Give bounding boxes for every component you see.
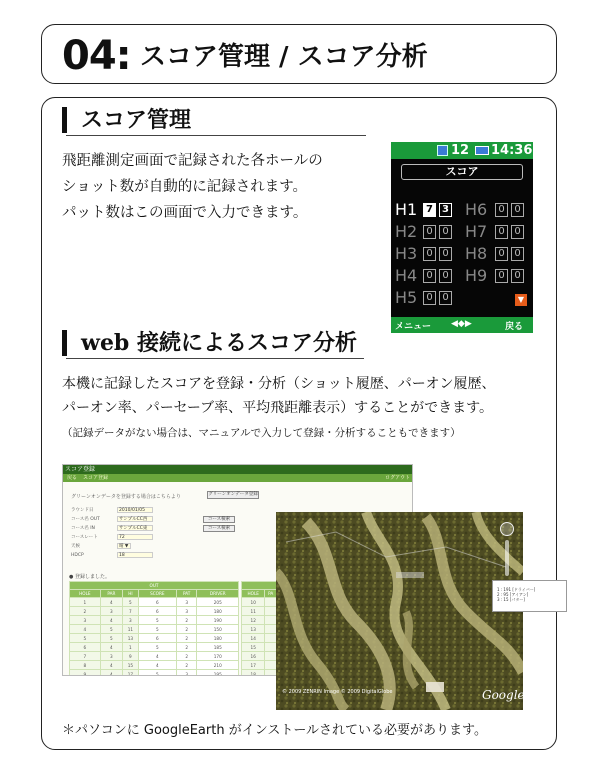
table-row: 8 4 15 4 2 210: [70, 661, 239, 670]
shot-info-popup: 1 : 191 [ドライバー] 2 : 95 [アイアン] 3 : 15 [パター]: [492, 580, 567, 612]
device-screen-title: スコア: [401, 164, 523, 180]
web-window-title: スコア登録: [63, 465, 413, 474]
device-time: 14:36: [491, 143, 533, 158]
battery-icon: [475, 146, 489, 155]
device-score-screen: 12 14:36 スコア H1 7 3 H2 0 0 H3 0 0 H4 0 0 H5 0 0 H6 0 0 H7 0 0 H8 0 0 H9 0 0 ▼ メニュー ◀◆▶ 戻る: [391, 142, 533, 333]
section-heading-web-analysis: web 接続によるスコア分析: [62, 330, 357, 356]
table-row: 4 5 11 5 2 150: [70, 625, 239, 634]
footnote: ＊パソコンに GoogleEarth がインストールされている必要があります。: [62, 723, 488, 738]
section-heading-score-management: スコア管理: [62, 107, 191, 133]
course-search-button-out[interactable]: コース検索: [203, 516, 235, 523]
compass-icon[interactable]: [500, 522, 514, 536]
table-group-header: OUT: [70, 582, 239, 590]
greenon-register-button[interactable]: グリーンオンデータ登録: [208, 492, 258, 497]
table-row: 16: [242, 652, 277, 661]
google-earth-map[interactable]: [276, 512, 523, 710]
map-credit: © 2009 ZENRIN Image © 2009 DigitalGlobe: [282, 689, 393, 695]
device-softkey-bar: [391, 317, 533, 333]
next-page-icon[interactable]: ▼: [515, 294, 527, 306]
back-softkey[interactable]: 戻る: [505, 322, 524, 332]
satellite-icon: [437, 145, 448, 156]
table-row: 12: [242, 616, 277, 625]
aerial-terrain: [276, 512, 523, 710]
heading-underline: [66, 358, 364, 359]
score-table-in: HOLE PA 10 11 12 13 14 15 16 17 18: [241, 581, 277, 676]
table-row: 9 4 17 5 3 195: [70, 670, 239, 677]
section2-note: （記録データがない場合は、マニュアルで入力して登録・分析することもできます）: [62, 427, 461, 439]
form-row-course-in: コース名 IN サンプルCC東: [71, 525, 95, 532]
table-row: 7 3 9 4 2 170: [70, 652, 239, 661]
table-row: 18: [242, 670, 277, 677]
table-row: 6 4 1 5 2 185: [70, 643, 239, 652]
section2-paragraph: 本機に記録したスコアを登録・分析（ショット履歴、パーオン履歴、 パーオン率、パーセーブ率、平均飛距離表示）することができます。: [62, 376, 496, 416]
table-row: 1 4 5 6 3 205: [70, 598, 239, 607]
table-row: 11: [242, 607, 277, 616]
heading-underline: [66, 135, 366, 136]
table-row: 15: [242, 643, 277, 652]
form-row-round-date: ラウンド日 2010/01/05: [71, 507, 94, 514]
table-row: 5 5 13 6 2 180: [70, 634, 239, 643]
table-row: 2 3 7 6 3 180: [70, 607, 239, 616]
form-row-course-rate: コースレート 72: [71, 534, 98, 541]
zoom-slider[interactable]: [505, 540, 509, 576]
table-row: 10: [242, 598, 277, 607]
google-logo: Google: [482, 688, 525, 702]
form-row-course-out: コース名 OUT サンプルCC西: [71, 516, 100, 523]
table-row: 17: [242, 661, 277, 670]
menu-softkey[interactable]: メニュー: [395, 322, 432, 332]
section1-paragraph: 飛距離測定画面で記録された各ホールの ショット数が自動的に記録されます。 パット数はこの画面で入力できます。: [62, 153, 323, 221]
dpad-icon[interactable]: ◀◆▶: [451, 319, 472, 329]
registered-message: ● 登録しました。: [69, 574, 110, 580]
section-number: 04:: [62, 33, 131, 79]
web-menu-bar: 戻る スコア登録 ログアウト: [63, 474, 413, 482]
page-title: スコア管理 / スコア分析: [140, 42, 428, 72]
satellite-count: 12: [451, 143, 470, 158]
table-row: 3 4 3 5 2 190: [70, 616, 239, 625]
form-row-weather: 天候 晴 ▼: [71, 543, 80, 550]
device-status-bar: [391, 142, 533, 159]
form-row-hdcp: HDCP 18: [71, 552, 84, 559]
greenon-hint: グリーンオンデータを登録する場合はこちらより: [71, 494, 181, 500]
table-row: 13: [242, 625, 277, 634]
course-search-button-in[interactable]: コース検索: [203, 525, 235, 532]
table-row: 14: [242, 634, 277, 643]
score-table-out: OUT HOLE PAR HI SCORE PAT DRIVER 1 4 5 6 3 205 2 3 7 6 3 180 3 4 3 5 2 190 4 5 11 5 2 150 5 5 13 6 2 180 6 4 1 5 2 185 7 3 9 4 2 170 8 4 15 4 2 210 9 4 17 5 3 195: [69, 581, 239, 676]
